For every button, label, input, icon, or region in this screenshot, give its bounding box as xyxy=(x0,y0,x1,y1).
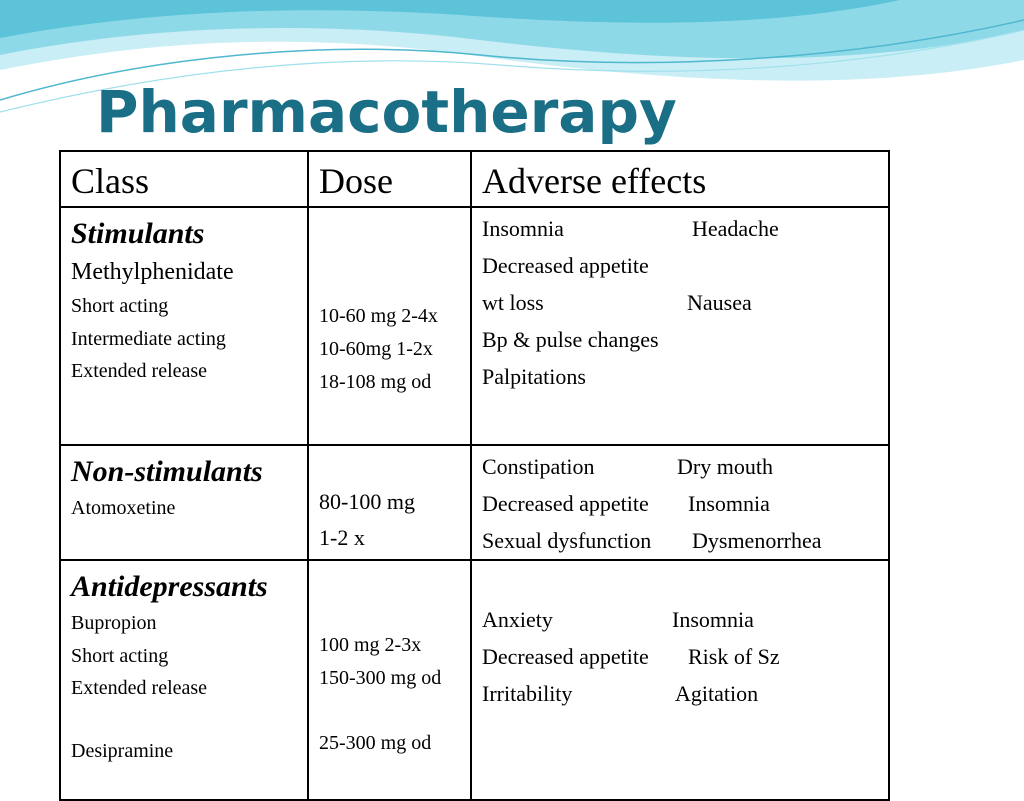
drug-name: Methylphenidate xyxy=(71,259,234,285)
effect: Headache xyxy=(692,216,779,241)
effect: Risk of Sz xyxy=(688,644,780,669)
dose-value: 10-60 mg 2-4x xyxy=(319,305,438,327)
class-name: Non-stimulants xyxy=(71,455,263,488)
dose-value: 1-2 x xyxy=(319,525,365,550)
effect: wt loss xyxy=(482,290,544,315)
dose-cell xyxy=(308,560,471,800)
formulation: Extended release xyxy=(71,360,208,382)
class-cell xyxy=(60,445,308,560)
effect-line xyxy=(482,210,888,247)
page-title: Pharmacotherapy xyxy=(96,78,677,146)
header-class: Class xyxy=(60,151,308,207)
effect: Decreased appetite xyxy=(482,644,649,669)
effect: Decreased appetite xyxy=(482,253,649,278)
dose-value: 80-100 mg xyxy=(319,489,415,514)
table-header-row xyxy=(60,151,889,207)
effect-line xyxy=(482,675,888,712)
header-dose: Dose xyxy=(308,151,471,207)
formulation: Short acting xyxy=(71,295,169,317)
effect: Agitation xyxy=(675,681,759,706)
dose-value: 10-60mg 1-2x xyxy=(319,338,433,360)
effects-cell xyxy=(471,207,889,445)
effect: Nausea xyxy=(687,290,752,315)
effect: Insomnia xyxy=(482,216,564,241)
class-cell xyxy=(60,560,308,800)
effect: Anxiety xyxy=(482,607,553,632)
effect: Decreased appetite xyxy=(482,491,649,516)
effect-line xyxy=(482,638,888,675)
formulation: Extended release xyxy=(71,677,208,699)
drug-name: Atomoxetine xyxy=(71,497,176,519)
formulation: Intermediate acting xyxy=(71,327,226,350)
effect-line xyxy=(482,358,888,395)
formulation: Short acting xyxy=(71,644,169,667)
dose-value: 150-300 mg od xyxy=(319,667,442,689)
dose-value: 25-300 mg od xyxy=(319,732,432,754)
class-name: Antidepressants xyxy=(71,570,268,603)
effect-line xyxy=(482,247,888,284)
effect-line xyxy=(482,284,888,321)
drug-name: Bupropion xyxy=(71,612,157,634)
dose-value: 100 mg 2-3x xyxy=(319,634,422,656)
effect: Bp & pulse changes xyxy=(482,327,659,352)
effect: Insomnia xyxy=(688,491,770,516)
effects-cell xyxy=(471,445,889,560)
table-row-antidepressants xyxy=(60,560,889,800)
effect-line xyxy=(482,522,888,559)
drug-name: Desipramine xyxy=(71,739,174,762)
effects-cell xyxy=(471,560,889,800)
effect-line xyxy=(482,448,888,485)
effect: Palpitations xyxy=(482,364,586,389)
pharmacotherapy-table xyxy=(59,150,890,801)
table-row-stimulants xyxy=(60,207,889,445)
effect: Constipation xyxy=(482,454,595,479)
effect-line xyxy=(482,485,888,522)
effect: Insomnia xyxy=(672,607,754,632)
dose-cell xyxy=(308,445,471,560)
effect: Dysmenorrhea xyxy=(692,528,822,553)
effect: Sexual dysfunction xyxy=(482,528,652,553)
class-cell xyxy=(60,207,308,445)
effect: Dry mouth xyxy=(677,454,773,479)
effect: Irritability xyxy=(482,681,573,706)
class-name: Stimulants xyxy=(71,217,205,250)
effect-line xyxy=(482,321,888,358)
dose-value: 18-108 mg od xyxy=(319,371,432,393)
dose-cell xyxy=(308,207,471,445)
header-adverse-effects: Adverse effects xyxy=(471,151,889,207)
effect-line xyxy=(482,601,888,638)
table-row-non-stimulants xyxy=(60,445,889,560)
